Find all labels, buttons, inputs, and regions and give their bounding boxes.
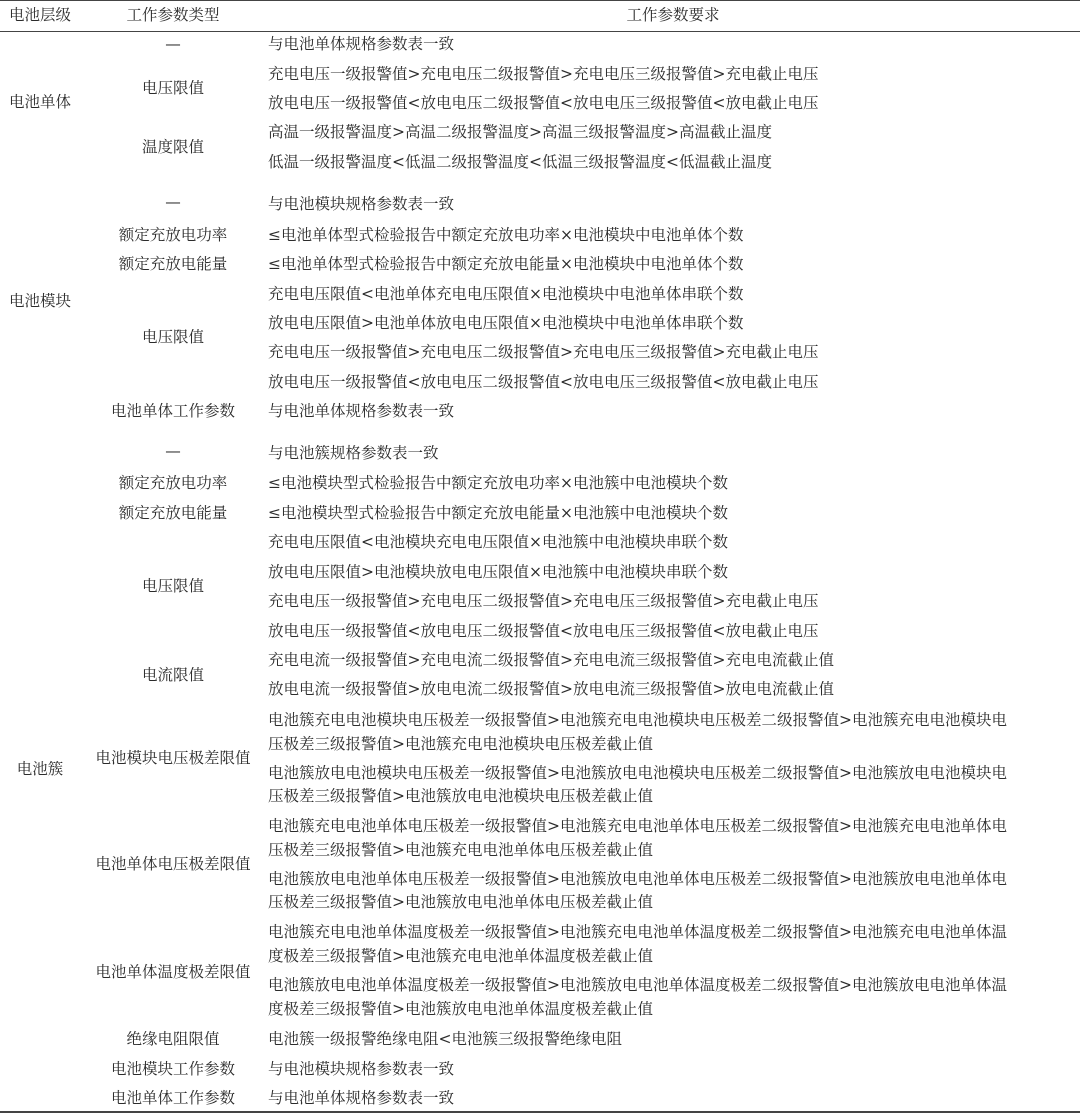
header-param-type: 工作参数类型 [126, 6, 220, 24]
requirement-line: 与电池模块规格参数表一致 [268, 1060, 455, 1078]
requirement-line: 电池簇放电电池模块电压极差一级报警值>电池簇放电电池模块电压极差二级报警值>电池簇放电电池模块电 [268, 764, 1007, 782]
type-temperature-limit: 温度限值 [141, 138, 204, 156]
requirement-line: 放电电压一级报警值<放电电压二级报警值<放电电压三级报警值<放电截止电压 [268, 373, 819, 391]
requirement-line: 压极差三级报警值>电池簇放电电池单体电压极差截止值 [268, 893, 653, 911]
level-cluster: 电池簇 [16, 760, 64, 778]
level-module: 电池模块 [8, 292, 71, 310]
level-cell: 电池单体 [8, 93, 71, 111]
requirement-line: 放电电压限值>电池单体放电电压限值×电池模块中电池单体串联个数 [268, 314, 744, 332]
requirement-line: 电池簇放电电池单体温度极差一级报警值>电池簇放电电池单体温度极差二级报警值>电池簇放电电池单体温 [268, 976, 1007, 994]
requirement-line: 与电池单体规格参数表一致 [268, 1089, 455, 1107]
requirement-line: 电池簇放电电池单体电压极差一级报警值>电池簇放电电池单体电压极差二级报警值>电池簇放电电池单体电 [268, 870, 1007, 888]
requirement-line: ≤电池单体型式检验报告中额定充放电能量×电池模块中电池单体个数 [268, 255, 744, 273]
type-cell-working-params: 电池单体工作参数 [110, 1089, 235, 1107]
requirement-line: 电池簇充电电池单体温度极差一级报警值>电池簇充电电池单体温度极差二级报警值>电池簇充电电池单体温 [268, 923, 1007, 941]
requirement-line: 充电电压一级报警值>充电电压二级报警值>充电电压三级报警值>充电截止电压 [268, 65, 819, 83]
requirement-line: 与电池单体规格参数表一致 [268, 35, 455, 53]
requirement-line: 放电电压一级报警值<放电电压二级报警值<放电电压三级报警值<放电截止电压 [268, 94, 819, 112]
type-cell-working-params: 电池单体工作参数 [110, 402, 235, 420]
type-dash: — [165, 442, 181, 460]
type-current-limit: 电流限值 [141, 666, 204, 684]
requirement-line: 电池簇充电电池模块电压极差一级报警值>电池簇充电电池模块电压极差二级报警值>电池簇充电电池模块电 [268, 711, 1007, 729]
top-rule [0, 0, 1080, 1]
requirement-line: 电池簇充电电池单体电压极差一级报警值>电池簇充电电池单体电压极差二级报警值>电池簇充电电池单体电 [268, 817, 1007, 835]
requirement-line: 与电池模块规格参数表一致 [268, 195, 455, 213]
requirement-line: ≤电池模块型式检验报告中额定充放电功率×电池簇中电池模块个数 [268, 474, 728, 492]
type-dash: — [165, 193, 181, 211]
requirement-line: ≤电池模块型式检验报告中额定充放电能量×电池簇中电池模块个数 [268, 504, 728, 522]
requirement-line: 低温一级报警温度<低温二级报警温度<低温三级报警温度<低温截止温度 [268, 153, 772, 171]
requirement-line: 与电池簇规格参数表一致 [268, 444, 439, 462]
header-battery-level: 电池层级 [8, 6, 71, 24]
requirement-line: 度极差三级报警值>电池簇放电电池单体温度极差截止值 [268, 1000, 653, 1018]
type-rated-power: 额定充放电功率 [118, 474, 228, 492]
requirement-line: 充电电压一级报警值>充电电压二级报警值>充电电压三级报警值>充电截止电压 [268, 592, 819, 610]
requirement-line: 度极差三级报警值>电池簇充电电池单体温度极差截止值 [268, 947, 653, 965]
bottom-rule [0, 1111, 1080, 1113]
requirement-line: 放电电压限值>电池模块放电电压限值×电池簇中电池模块串联个数 [268, 563, 728, 581]
type-cell-voltage-diff-limit: 电池单体电压极差限值 [95, 855, 251, 873]
header-param-requirement: 工作参数要求 [626, 6, 720, 24]
requirement-line: 高温一级报警温度>高温二级报警温度>高温三级报警温度>高温截止温度 [268, 123, 772, 141]
requirement-line: 电池簇一级报警绝缘电阻<电池簇三级报警绝缘电阻 [268, 1030, 622, 1048]
type-dash: — [165, 35, 181, 53]
type-insulation-resistance-limit: 绝缘电阻限值 [126, 1030, 220, 1048]
type-voltage-limit: 电压限值 [141, 79, 204, 97]
requirement-line: 放电电流一级报警值>放电电流二级报警值>放电电流三级报警值>放电电流截止值 [268, 680, 834, 698]
type-rated-energy: 额定充放电能量 [118, 255, 228, 273]
requirement-line: 放电电压一级报警值<放电电压二级报警值<放电电压三级报警值<放电截止电压 [268, 622, 819, 640]
type-rated-energy: 额定充放电能量 [118, 504, 228, 522]
type-module-voltage-diff-limit: 电池模块电压极差限值 [95, 749, 251, 767]
type-rated-power: 额定充放电功率 [118, 226, 228, 244]
requirement-line: 压极差三级报警值>电池簇充电电池模块电压极差截止值 [268, 735, 653, 753]
type-module-working-params: 电池模块工作参数 [110, 1060, 235, 1078]
type-cell-temperature-diff-limit: 电池单体温度极差限值 [95, 963, 251, 981]
header-rule [0, 31, 1080, 32]
requirement-line: 压极差三级报警值>电池簇充电电池单体电压极差截止值 [268, 841, 653, 859]
requirement-line: 与电池单体规格参数表一致 [268, 402, 455, 420]
requirement-line: 充电电压限值<电池单体充电电压限值×电池模块中电池单体串联个数 [268, 285, 744, 303]
requirement-line: 充电电压限值<电池模块充电电压限值×电池簇中电池模块串联个数 [268, 533, 728, 551]
requirement-line: 充电电流一级报警值>充电电流二级报警值>充电电流三级报警值>充电电流截止值 [268, 651, 834, 669]
type-voltage-limit: 电压限值 [141, 577, 204, 595]
requirement-line: 充电电压一级报警值>充电电压二级报警值>充电电压三级报警值>充电截止电压 [268, 343, 819, 361]
type-voltage-limit: 电压限值 [141, 328, 204, 346]
requirement-line: 压极差三级报警值>电池簇放电电池模块电压极差截止值 [268, 787, 653, 805]
requirement-line: ≤电池单体型式检验报告中额定充放电功率×电池模块中电池单体个数 [268, 226, 744, 244]
